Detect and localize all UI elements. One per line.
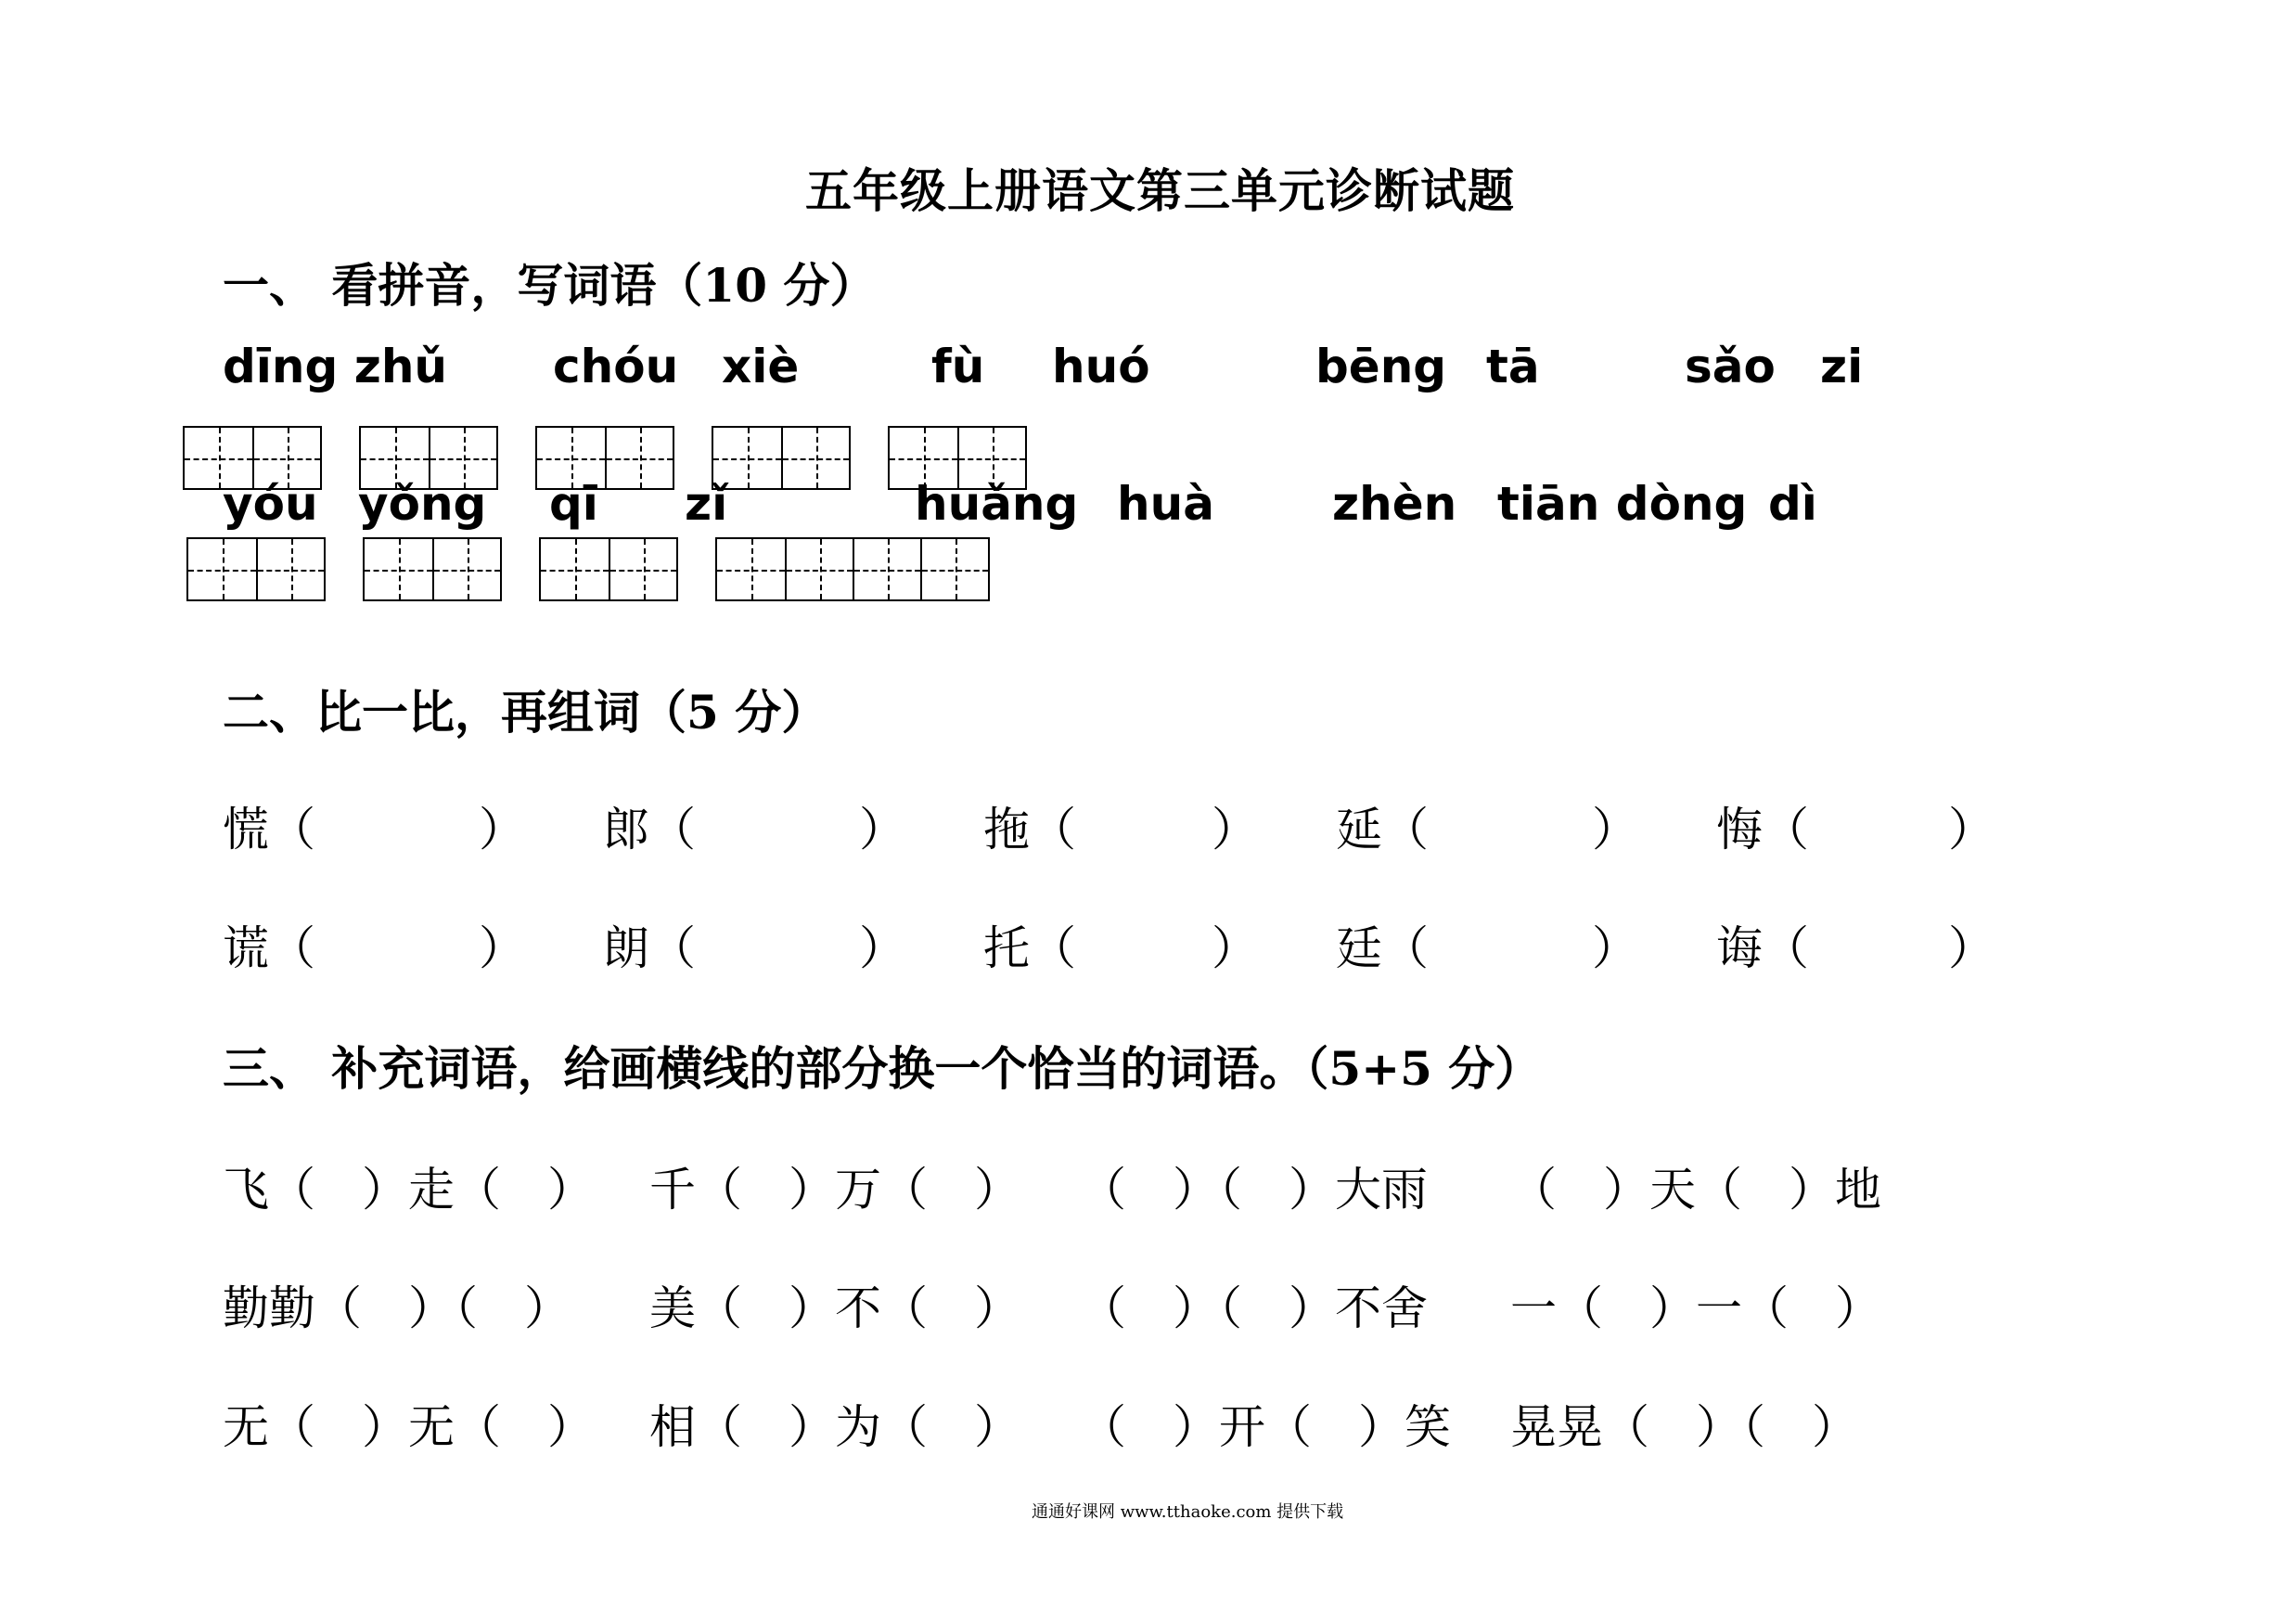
writing-grid[interactable]: [186, 537, 326, 601]
section-2-heading: 二、比一比，再组词（5 分）: [223, 685, 828, 740]
compare-char: 朗（: [603, 921, 696, 975]
pinyin-huo: huó: [1052, 340, 1150, 393]
pinyin-zi: zi: [1820, 340, 1864, 393]
pinyin-fu: fù: [931, 340, 985, 393]
idiom-fill: 千（ ）万（ ）: [649, 1163, 1020, 1216]
compare-paren: ）: [1212, 921, 1258, 975]
compare-char: 延（: [1336, 803, 1429, 856]
writing-grid[interactable]: [539, 537, 678, 601]
idiom-fill: 无（ ）无（ ）: [223, 1400, 594, 1454]
pinyin-beng: bēng: [1315, 340, 1447, 393]
compare-char: 慌（: [223, 803, 315, 856]
pinyin-zi2: zǐ: [685, 477, 728, 531]
compare-char: 廷（: [1336, 921, 1429, 975]
pinyin-tiandong: tiān dòng: [1497, 477, 1748, 531]
compare-paren: ）: [1948, 921, 1995, 975]
compare-char: 谎（: [223, 921, 315, 975]
idiom-fill: （ ）（ ）大雨: [1080, 1163, 1428, 1216]
idiom-fill: （ ）天（ ）地: [1510, 1163, 1881, 1216]
pinyin-zhen: zhèn: [1332, 477, 1457, 531]
idiom-fill: 晃晃（ ）（ ）: [1510, 1400, 1858, 1454]
idiom-fill: （ ）（ ）不舍: [1080, 1281, 1428, 1335]
compare-char: 悔（: [1716, 803, 1809, 856]
footer-credit: 通通好课网 www.tthaoke.com 提供下载: [1032, 1502, 1344, 1522]
idiom-fill: 勤勤（ ）（ ）: [223, 1281, 571, 1335]
compare-char: 诲（: [1716, 921, 1809, 975]
pinyin-you: yóu: [223, 477, 318, 531]
pinyin-yong: yǒng: [358, 477, 487, 531]
section-1-heading: 一、 看拼音，写词语（10 分）: [223, 258, 877, 313]
pinyin-xie: xiè: [722, 340, 800, 393]
idiom-fill: 相（ ）为（ ）: [649, 1400, 1020, 1454]
idiom-fill: 飞（ ）走（ ）: [223, 1163, 594, 1216]
compare-paren: ）: [479, 803, 525, 856]
compare-paren: ）: [479, 921, 525, 975]
compare-paren: ）: [859, 803, 905, 856]
compare-char: 拖（: [983, 803, 1076, 856]
writing-grid-four[interactable]: [715, 537, 990, 601]
pinyin-qi: qī: [549, 477, 598, 531]
writing-grid[interactable]: [363, 537, 502, 601]
idiom-fill: 美（ ）不（ ）: [649, 1281, 1020, 1335]
compare-char: 郎（: [603, 803, 696, 856]
writing-grid[interactable]: [712, 426, 851, 490]
compare-char: 托（: [983, 921, 1076, 975]
idiom-fill: 一（ ）一（ ）: [1510, 1281, 1881, 1335]
pinyin-ta: tā: [1486, 340, 1540, 393]
compare-paren: ）: [1212, 803, 1258, 856]
idiom-fill: （ ）开（ ）笑: [1080, 1400, 1451, 1454]
compare-paren: ）: [1948, 803, 1995, 856]
pinyin-chou: chóu: [553, 340, 679, 393]
pinyin-di: dì: [1768, 477, 1817, 531]
page-title: 五年级上册语文第三单元诊断试题: [805, 163, 1515, 218]
pinyin-huang: huǎng: [915, 477, 1079, 531]
compare-paren: ）: [859, 921, 905, 975]
compare-paren: ）: [1592, 803, 1638, 856]
section-3-heading: 三、 补充词语，给画横线的部分换一个恰当的词语。（5+5 分）: [223, 1041, 1542, 1096]
pinyin-hua: huà: [1117, 477, 1214, 531]
pinyin-dingzhu: dīng zhǔ: [223, 340, 448, 393]
compare-paren: ）: [1592, 921, 1638, 975]
pinyin-sao: sǎo: [1685, 340, 1776, 393]
